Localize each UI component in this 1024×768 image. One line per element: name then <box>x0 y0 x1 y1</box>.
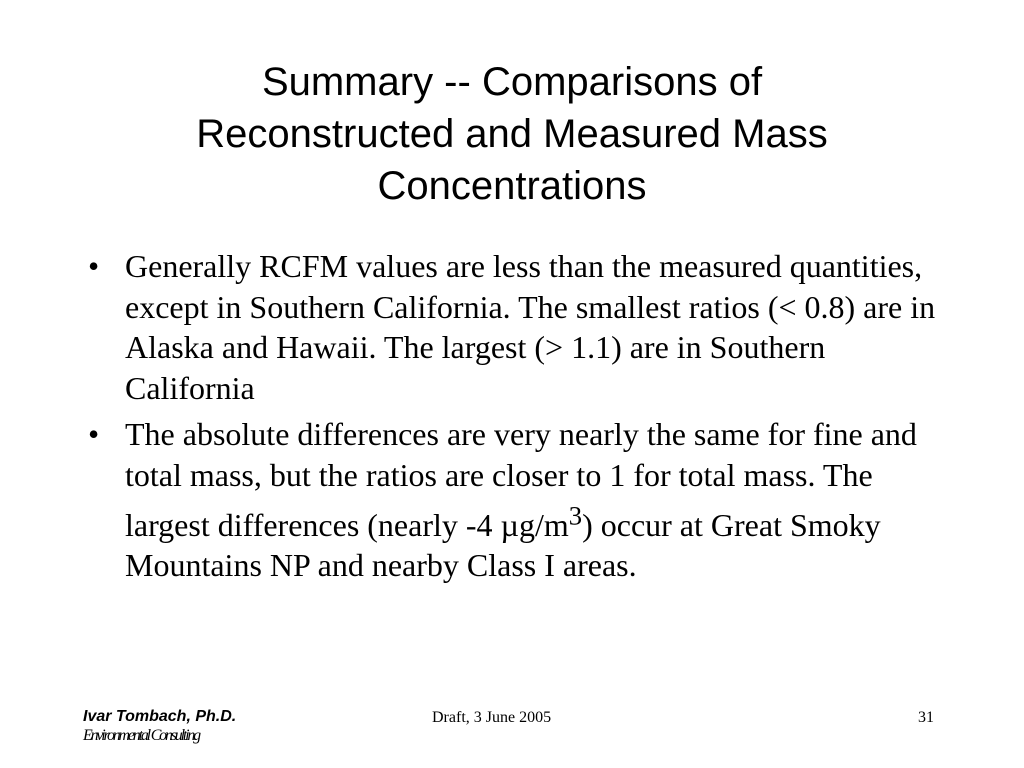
bullet-item-1 <box>88 246 948 408</box>
title-line-1: Summary -- Comparisons of <box>261 60 763 104</box>
unit-superscript: 3 <box>568 500 583 530</box>
bullet-list <box>88 246 948 592</box>
footer-page-number: 31 <box>918 709 934 726</box>
slide-title <box>112 56 912 212</box>
footer-affiliation: Environmental Consulting <box>83 727 199 744</box>
footer-date: Draft, 3 June 2005 <box>432 709 552 726</box>
title-line-2: Reconstructed and Measured Mass <box>196 112 828 156</box>
bullet-text-2-part-1: The absolute differences are very nearly the same for fine and total mass, but the ratios are closer to 1 for total mass. The largest differences (nearly -4 µg/m <box>125 416 917 543</box>
bullet-text-2-part-2: ) occur at Great Smoky Mountains NP and nearby Class I areas. <box>125 506 881 584</box>
bullet-text-2 <box>125 416 917 583</box>
bullet-icon: • <box>88 416 100 452</box>
bullet-item-2 <box>88 414 948 586</box>
bullet-text-1: Generally RCFM values are less than the measured quantities, except in Southern California. The smallest ratios (< 0.8) are in Alaska and Hawaii. The largest (> 1.1) are in Southern California <box>125 248 936 406</box>
title-line-3: Concentrations <box>377 164 647 208</box>
bullet-icon: • <box>88 248 100 284</box>
footer-author: Ivar Tombach, Ph.D. <box>83 708 237 725</box>
